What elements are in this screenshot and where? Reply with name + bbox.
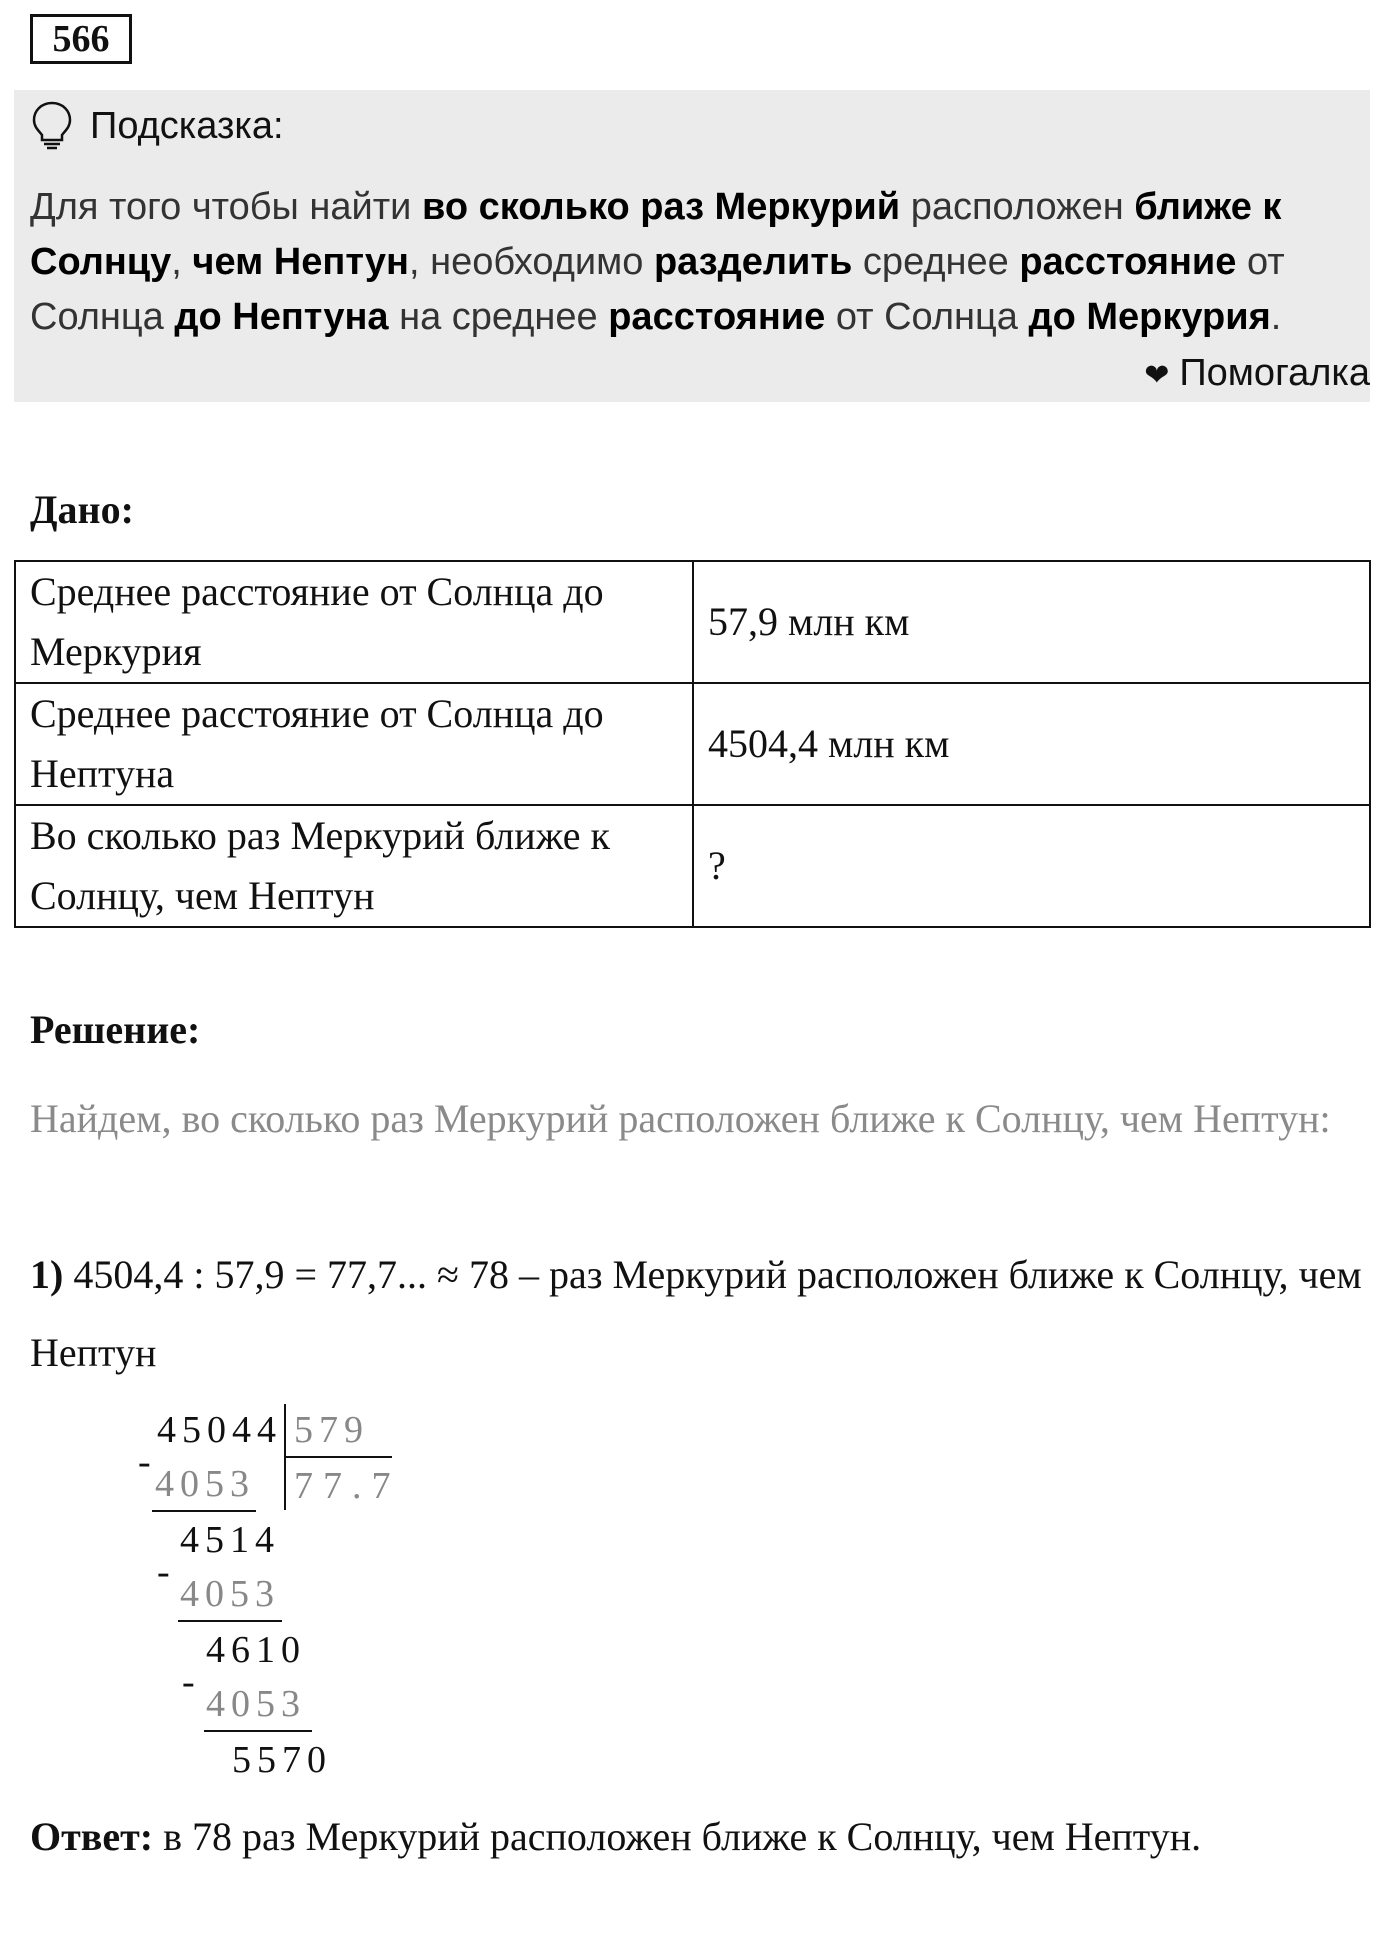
table-row: [15, 561, 1370, 683]
ld-remainder: 5570: [232, 1739, 332, 1781]
ld-quotient: 77.7: [294, 1465, 401, 1507]
ld-underline: [204, 1730, 312, 1732]
signature-text: Помогалка: [1179, 352, 1370, 394]
hint-text: [30, 180, 1370, 345]
hint-signature: [1144, 350, 1370, 399]
answer: [30, 1798, 1370, 1876]
given-label: Во сколько раз Меркурий ближе к Солнцу, чем Нептун: [15, 805, 693, 927]
ld-minus-sign: -: [182, 1661, 201, 1703]
ld-divisor: 579: [294, 1409, 369, 1451]
hint-emphasis: до Нептуна: [174, 296, 389, 338]
hint-fragment: Для того чтобы найти: [30, 186, 422, 228]
step-number: 1): [30, 1252, 64, 1297]
hint-fragment: от Солнца: [30, 241, 1285, 338]
ld-minus-sign: -: [138, 1441, 157, 1483]
ld-remainder: 4610: [206, 1629, 306, 1671]
hint-fragment: на среднее: [388, 296, 609, 338]
solution-intro: Найдем, во сколько раз Меркурий расположен ближе к Солнцу, чем Нептун:: [30, 1096, 1331, 1141]
hint-emphasis: расстояние: [608, 296, 826, 338]
hint-fragment: среднее: [852, 241, 1020, 283]
ld-divider-horizontal: [284, 1456, 392, 1458]
ld-dividend: 45044: [157, 1409, 282, 1451]
hint-fragment: , необходимо: [408, 241, 654, 283]
ld-subtrahend: 4053: [155, 1463, 255, 1505]
table-row: [15, 805, 1370, 927]
given-heading: Дано:: [30, 487, 134, 532]
hint-emphasis: ближе к Солнцу: [30, 186, 1282, 283]
answer-label: Ответ:: [30, 1814, 154, 1859]
ld-underline: [178, 1620, 282, 1622]
given-value: ?: [693, 805, 1370, 927]
hint-emphasis: во сколько раз Меркурий: [421, 186, 901, 228]
heart-icon: ❤: [1144, 359, 1170, 392]
hint-emphasis: расстояние: [1019, 241, 1237, 283]
hint-fragment: ,: [171, 241, 193, 283]
lightbulb-icon: [30, 100, 74, 150]
hint-emphasis: чем Нептун: [192, 241, 409, 283]
given-label: Среднее расстояние от Солнца до Нептуна: [15, 683, 693, 805]
ld-subtrahend: 4053: [180, 1573, 280, 1615]
step-text: 4504,4 : 57,9 = 77,7... ≈ 78 – раз Меркурий расположен ближе к Солнцу, чем Нептун: [30, 1252, 1362, 1375]
answer-text: в 78 раз Меркурий расположен ближе к Солнцу, чем Нептун.: [153, 1814, 1202, 1859]
given-value: 57,9 млн км: [693, 561, 1370, 683]
table-row: [15, 683, 1370, 805]
ld-underline: [152, 1510, 256, 1512]
ld-remainder: 4514: [180, 1519, 280, 1561]
given-label: Среднее расстояние от Солнца до Меркурия: [15, 561, 693, 683]
hint-title: Подсказка:: [90, 105, 284, 147]
hint-fragment: от Солнца: [825, 296, 1029, 338]
hint-emphasis: до Меркурия: [1028, 296, 1271, 338]
hint-emphasis: разделить: [653, 241, 853, 283]
given-value: 4504,4 млн км: [693, 683, 1370, 805]
ld-minus-sign: -: [157, 1551, 176, 1593]
task-number: 566: [30, 14, 132, 64]
solution-heading: Решение:: [30, 1007, 201, 1052]
hint-fragment: .: [1270, 296, 1282, 338]
hint-fragment: расположен: [900, 186, 1135, 228]
ld-subtrahend: 4053: [206, 1683, 306, 1725]
given-table: [14, 560, 1371, 928]
solution-step: [30, 1236, 1370, 1392]
